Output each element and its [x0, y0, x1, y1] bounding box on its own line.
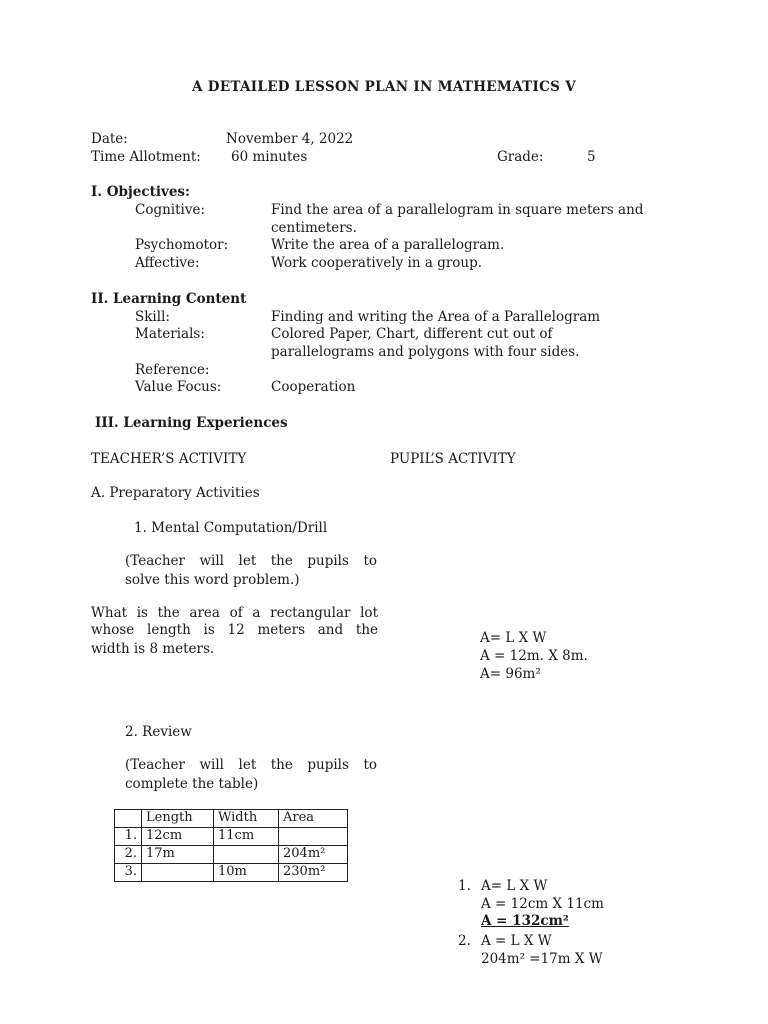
- materials-value-line2: parallelograms and polygons with four sides.: [271, 344, 580, 360]
- review-note-line1: (Teacher will let the pupils to: [125, 757, 377, 773]
- affective-label: Affective:: [135, 255, 200, 271]
- drill-note-line2: solve this word problem.): [125, 572, 300, 588]
- teacher-activity-column-heading: TEACHER’S ACTIVITY: [91, 451, 247, 467]
- preparatory-activities: A. Preparatory Activities: [91, 485, 260, 501]
- solution-2-number: 2.: [458, 933, 471, 949]
- pupil-activity-column-heading: PUPIL’S ACTIVITY: [390, 451, 516, 467]
- value-focus-value: Cooperation: [271, 379, 356, 395]
- table-cell: 3.: [115, 864, 142, 882]
- answer-substitution: A = 12m. X 8m.: [480, 648, 588, 664]
- cognitive-value-line2: centimeters.: [271, 220, 357, 236]
- skill-label: Skill:: [135, 309, 170, 325]
- table-cell: 10m: [214, 864, 279, 882]
- table-row: [115, 846, 348, 864]
- table-cell: 17m: [142, 846, 214, 864]
- table-cell: 1.: [115, 828, 142, 846]
- table-header-row: [115, 810, 348, 828]
- cognitive-label: Cognitive:: [135, 202, 206, 218]
- affective-value: Work cooperatively in a group.: [271, 255, 483, 271]
- drill-note-line1: (Teacher will let the pupils to: [125, 553, 377, 569]
- word-problem-line2: whose length is 12 meters and the: [91, 622, 378, 638]
- cognitive-value-line1: Find the area of a parallelogram in square meters and: [271, 202, 644, 218]
- solution-2-equation: 204m² =17m X W: [481, 951, 603, 967]
- solution-1-number: 1.: [458, 878, 471, 894]
- table-row: [115, 864, 348, 882]
- date-value: November 4, 2022: [226, 131, 354, 147]
- table-header-cell: Area: [279, 810, 348, 828]
- table-cell: 2.: [115, 846, 142, 864]
- materials-label: Materials:: [135, 326, 205, 342]
- solution-1-formula: A= L X W: [481, 878, 548, 894]
- word-problem-line3: width is 8 meters.: [91, 641, 215, 657]
- table-header-cell: Width: [214, 810, 279, 828]
- psychomotor-value: Write the area of a parallelogram.: [271, 237, 505, 253]
- review-table: [114, 809, 348, 882]
- table-cell: [279, 828, 348, 846]
- review-heading: 2. Review: [125, 724, 192, 740]
- document-title: A DETAILED LESSON PLAN IN MATHEMATICS V: [192, 79, 576, 95]
- table-header-cell: [115, 810, 142, 828]
- table-cell: 230m²: [279, 864, 348, 882]
- learning-content-heading: II. Learning Content: [91, 291, 247, 307]
- word-problem-line1: What is the area of a rectangular lot: [91, 605, 378, 621]
- solution-1-result: A = 132cm²: [481, 913, 569, 929]
- table-cell: 204m²: [279, 846, 348, 864]
- table-row: [115, 828, 348, 846]
- time-allotment-label: Time Allotment:: [91, 149, 201, 165]
- table-cell: 12cm: [142, 828, 214, 846]
- table-header-cell: Length: [142, 810, 214, 828]
- learning-experiences-heading: III. Learning Experiences: [95, 415, 288, 431]
- solution-1-substitution: A = 12cm X 11cm: [481, 896, 604, 912]
- table-cell: 11cm: [214, 828, 279, 846]
- mental-computation-drill: 1. Mental Computation/Drill: [134, 520, 328, 536]
- review-note-line2: complete the table): [125, 776, 259, 792]
- skill-value: Finding and writing the Area of a Parallelogram: [271, 309, 601, 325]
- answer-formula: A= L X W: [480, 630, 547, 646]
- reference-label: Reference:: [135, 362, 210, 378]
- grade-value: 5: [587, 149, 596, 165]
- materials-value-line1: Colored Paper, Chart, different cut out of: [271, 326, 553, 342]
- grade-label: Grade:: [497, 149, 544, 165]
- table-cell: [142, 864, 214, 882]
- date-label: Date:: [91, 131, 128, 147]
- objectives-heading: I. Objectives:: [91, 184, 190, 200]
- solution-2-formula: A = L X W: [481, 933, 552, 949]
- answer-result: A= 96m²: [480, 666, 541, 682]
- value-focus-label: Value Focus:: [135, 379, 222, 395]
- table-cell: [214, 846, 279, 864]
- time-allotment-value: 60 minutes: [231, 149, 308, 165]
- psychomotor-label: Psychomotor:: [135, 237, 229, 253]
